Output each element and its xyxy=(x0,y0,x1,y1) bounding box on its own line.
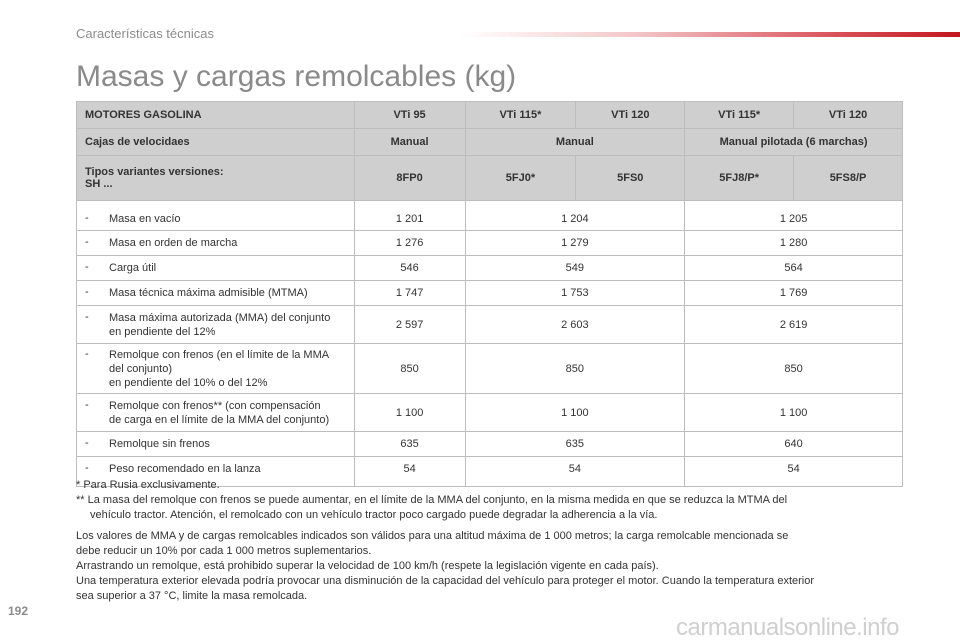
row-value: 2 603 xyxy=(465,306,685,344)
engine-col-3: VTi 120 xyxy=(576,102,685,129)
gearbox-col-3: Manual pilotada (6 marchas) xyxy=(685,129,903,156)
variant-code-4: 5FJ8/P* xyxy=(685,156,794,201)
footnote-line: vehículo tractor. Atención, el remolcado con un vehículo tractor poco cargado puede degradar la adherencia a la vía. xyxy=(90,509,658,521)
note-line: debe reducir un 10% por cada 1 000 metros suplementarios. xyxy=(76,545,372,557)
row-label: Masa técnica máxima admisible (MTMA) xyxy=(109,287,308,299)
variant-code-1: 8FP0 xyxy=(354,156,465,201)
variant-label-line-2: SH ... xyxy=(85,178,113,190)
row-value: 2 597 xyxy=(354,306,465,344)
row-value: 850 xyxy=(354,344,465,394)
row-value: 1 279 xyxy=(465,231,685,256)
footnote-line: ** La masa del remolque con frenos se puede aumentar, en el límite de la MMA del conjunto, en la misma medida en que se reduzca la MTMA del xyxy=(76,494,788,506)
row-label-line: Masa máxima autorizada (MMA) del conjunto xyxy=(109,311,331,324)
row-label-line: en pendiente del 12% xyxy=(109,325,216,338)
note-line: sea superior a 37 °C, limite la masa remolcada. xyxy=(76,590,308,602)
specs-table xyxy=(76,101,903,487)
section-header: Características técnicas xyxy=(76,26,214,41)
gearbox-col-2: Manual xyxy=(465,129,685,156)
row-value: 549 xyxy=(465,256,685,281)
row-value: 640 xyxy=(685,432,903,457)
row-value: 1 753 xyxy=(465,281,685,306)
row-value: 850 xyxy=(685,344,903,394)
variant-code-3: 5FS0 xyxy=(576,156,685,201)
table-row: - Remolque sin frenos 635 635 640 xyxy=(77,432,903,457)
row-label: Masa en vacío xyxy=(109,212,181,225)
row-label-line: Remolque con frenos (en el límite de la MMA xyxy=(109,348,330,361)
watermark: carmanualsonline.info xyxy=(676,614,899,641)
row-value: 2 619 xyxy=(685,306,903,344)
row-label-line: del conjunto) xyxy=(109,362,172,375)
row-value: 1 100 xyxy=(354,394,465,432)
row-value: 1 205 xyxy=(685,201,903,231)
row-value: 850 xyxy=(465,344,685,394)
table-row: - Remolque con frenos** (con compensación de carga en el límite de la MMA del conjunto) 1 100 1 100 1 100 xyxy=(77,394,903,432)
variant-code-2: 5FJ0* xyxy=(465,156,576,201)
row-value: 1 280 xyxy=(685,231,903,256)
row-value: 635 xyxy=(354,432,465,457)
note-line: Los valores de MMA y de cargas remolcables indicados son válidos para una altitud máxima de 1 000 metros; la carga remolcable mencionada se xyxy=(76,530,789,542)
row-label xyxy=(109,311,330,339)
row-label: Remolque sin frenos xyxy=(109,438,210,450)
row-value: 1 204 xyxy=(465,201,685,231)
footnote-braked-trailer xyxy=(76,493,917,523)
engine-header-label: MOTORES GASOLINA xyxy=(77,102,355,129)
row-value: 1 100 xyxy=(465,394,685,432)
row-label-line: de carga en el límite de la MMA del conjunto) xyxy=(109,413,330,426)
page-title: Masas y cargas remolcables (kg) xyxy=(76,60,517,93)
table-row: - Masa en vacío 1 201 1 204 1 205 xyxy=(77,201,903,231)
engine-col-5: VTi 120 xyxy=(794,102,903,129)
variant-header-label xyxy=(77,156,355,201)
table-row: - Carga útil 546 549 564 xyxy=(77,256,903,281)
table-row: - Remolque con frenos (en el límite de la MMA del conjunto) en pendiente del 10% o del 12% 850 850 850 xyxy=(77,344,903,394)
gearbox-header-row xyxy=(77,129,903,156)
engine-header-row xyxy=(77,102,903,129)
table-row: - Masa en orden de marcha 1 276 1 279 1 280 xyxy=(77,231,903,256)
row-value: 1 747 xyxy=(354,281,465,306)
footnote-russia: * Para Rusia exclusivamente. xyxy=(76,479,220,491)
gearbox-header-label: Cajas de velocidaes xyxy=(77,129,355,156)
row-value: 564 xyxy=(685,256,903,281)
table-row: - Masa máxima autorizada (MMA) del conjunto en pendiente del 12% 2 597 2 603 2 619 xyxy=(77,306,903,344)
variant-header-row xyxy=(77,156,903,201)
altitude-note xyxy=(76,529,926,604)
row-value: 54 xyxy=(465,457,685,487)
variant-label-line-1: Tipos variantes versiones: xyxy=(85,166,224,178)
row-label-line: Remolque con frenos** (con compensación xyxy=(109,399,321,412)
engine-col-4: VTi 115* xyxy=(685,102,794,129)
gearbox-col-1: Manual xyxy=(354,129,465,156)
header-accent-bar xyxy=(460,32,960,37)
row-value: 635 xyxy=(465,432,685,457)
row-value: 1 100 xyxy=(685,394,903,432)
row-label xyxy=(109,399,329,427)
note-line: Una temperatura exterior elevada podría provocar una disminución de la capacidad del vehículo para proteger el motor. Cuando la temperatura exterior xyxy=(76,575,815,587)
row-value: 1 276 xyxy=(354,231,465,256)
table-row: - Peso recomendado en la lanza 54 54 54 xyxy=(77,457,903,487)
row-value: 54 xyxy=(354,457,465,487)
variant-code-5: 5FS8/P xyxy=(794,156,903,201)
row-label: Carga útil xyxy=(109,262,157,274)
row-label xyxy=(109,348,329,390)
row-value: 1 769 xyxy=(685,281,903,306)
speed-note: Arrastrando un remolque, está prohibido superar la velocidad de 100 km/h (respete la legislación vigente en cada país). xyxy=(76,560,659,572)
page-number: 192 xyxy=(8,604,29,618)
table-row: - Masa técnica máxima admisible (MTMA) 1 747 1 753 1 769 xyxy=(77,281,903,306)
row-label: Peso recomendado en la lanza xyxy=(109,462,261,475)
engine-col-2: VTi 115* xyxy=(465,102,576,129)
row-value: 54 xyxy=(685,457,903,487)
row-label-line: en pendiente del 10% o del 12% xyxy=(109,376,268,389)
row-label: Masa en orden de marcha xyxy=(109,237,238,249)
engine-col-1: VTi 95 xyxy=(354,102,465,129)
row-value: 1 201 xyxy=(354,201,465,231)
row-value: 546 xyxy=(354,256,465,281)
